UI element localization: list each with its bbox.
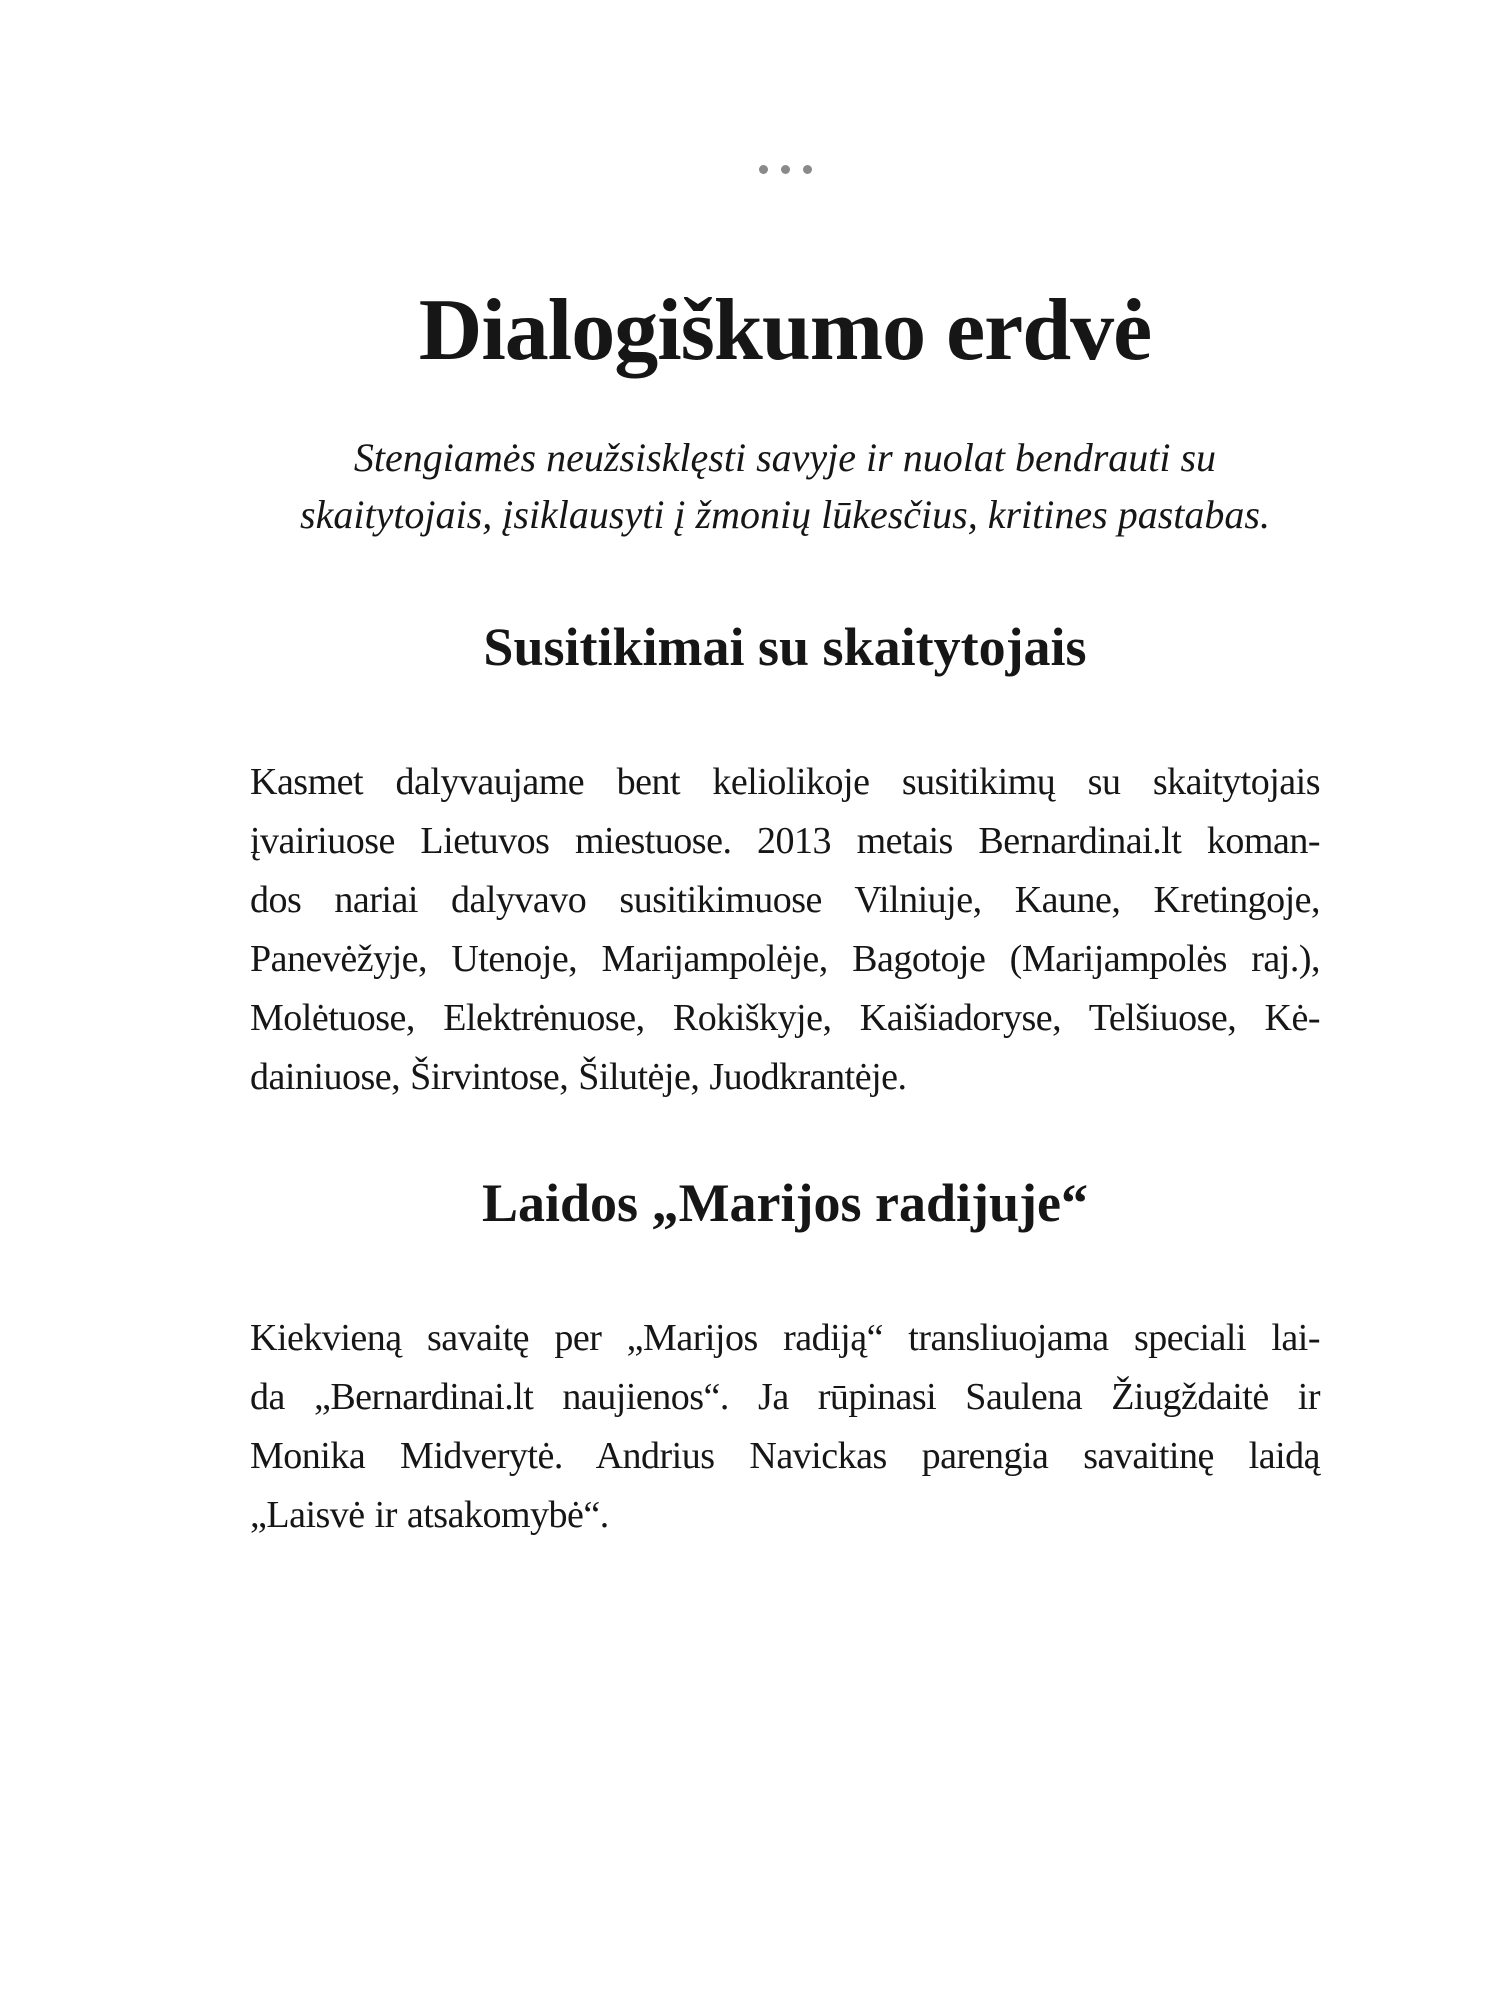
section-heading-susitikimai: Susitikimai su skaitytojais (483, 617, 1087, 677)
text-line: „Laisvė ir atsakomybė“. (250, 1494, 609, 1536)
dot-icon (759, 165, 768, 174)
page-subtitle (250, 429, 1320, 543)
text-line: da „Bernardinai.lt naujienos“. Ja rūpinasi Saulena Žiugždaitė ir (250, 1376, 1320, 1418)
dot-icon (781, 165, 790, 174)
text-line: dainiuose, Širvintose, Šilutėje, Juodkrantėje. (250, 1056, 907, 1098)
text-line: Molėtuose, Elektrėnuose, Rokiškyje, Kaišiadoryse, Telšiuose, Kė- (250, 997, 1320, 1039)
text-line: Stengiamės neužsisklęsti savyje ir nuolat bendrauti su (353, 435, 1217, 480)
text-line: Panevėžyje, Utenoje, Marijampolėje, Bagotoje (Marijampolės raj.), (250, 938, 1320, 980)
section-paragraph-laidos (250, 1309, 1320, 1545)
dot-icon (803, 165, 812, 174)
text-line: Kiekvieną savaitę per „Marijos radiją“ transliuojama speciali lai- (250, 1317, 1320, 1359)
three-dots-separator (250, 165, 1320, 174)
text-line: Kasmet dalyvaujame bent keliolikoje susitikimų su skaitytojais (250, 761, 1320, 803)
text-line: įvairiuose Lietuvos miestuose. 2013 metais Bernardinai.lt koman- (250, 820, 1320, 862)
text-line: Monika Midverytė. Andrius Navickas parengia savaitinę laidą (250, 1435, 1320, 1477)
section-paragraph-susitikimai (250, 753, 1320, 1107)
text-line: dos nariai dalyvavo susitikimuose Vilniuje, Kaune, Kretingoje, (250, 879, 1320, 921)
page-title: Dialogiškumo erdvė (418, 282, 1152, 379)
section-heading-laidos: Laidos „Marijos radijuje“ (482, 1173, 1088, 1233)
text-line: skaitytojais, įsiklausyti į žmonių lūkesčius, kritines pastabas. (300, 492, 1270, 537)
